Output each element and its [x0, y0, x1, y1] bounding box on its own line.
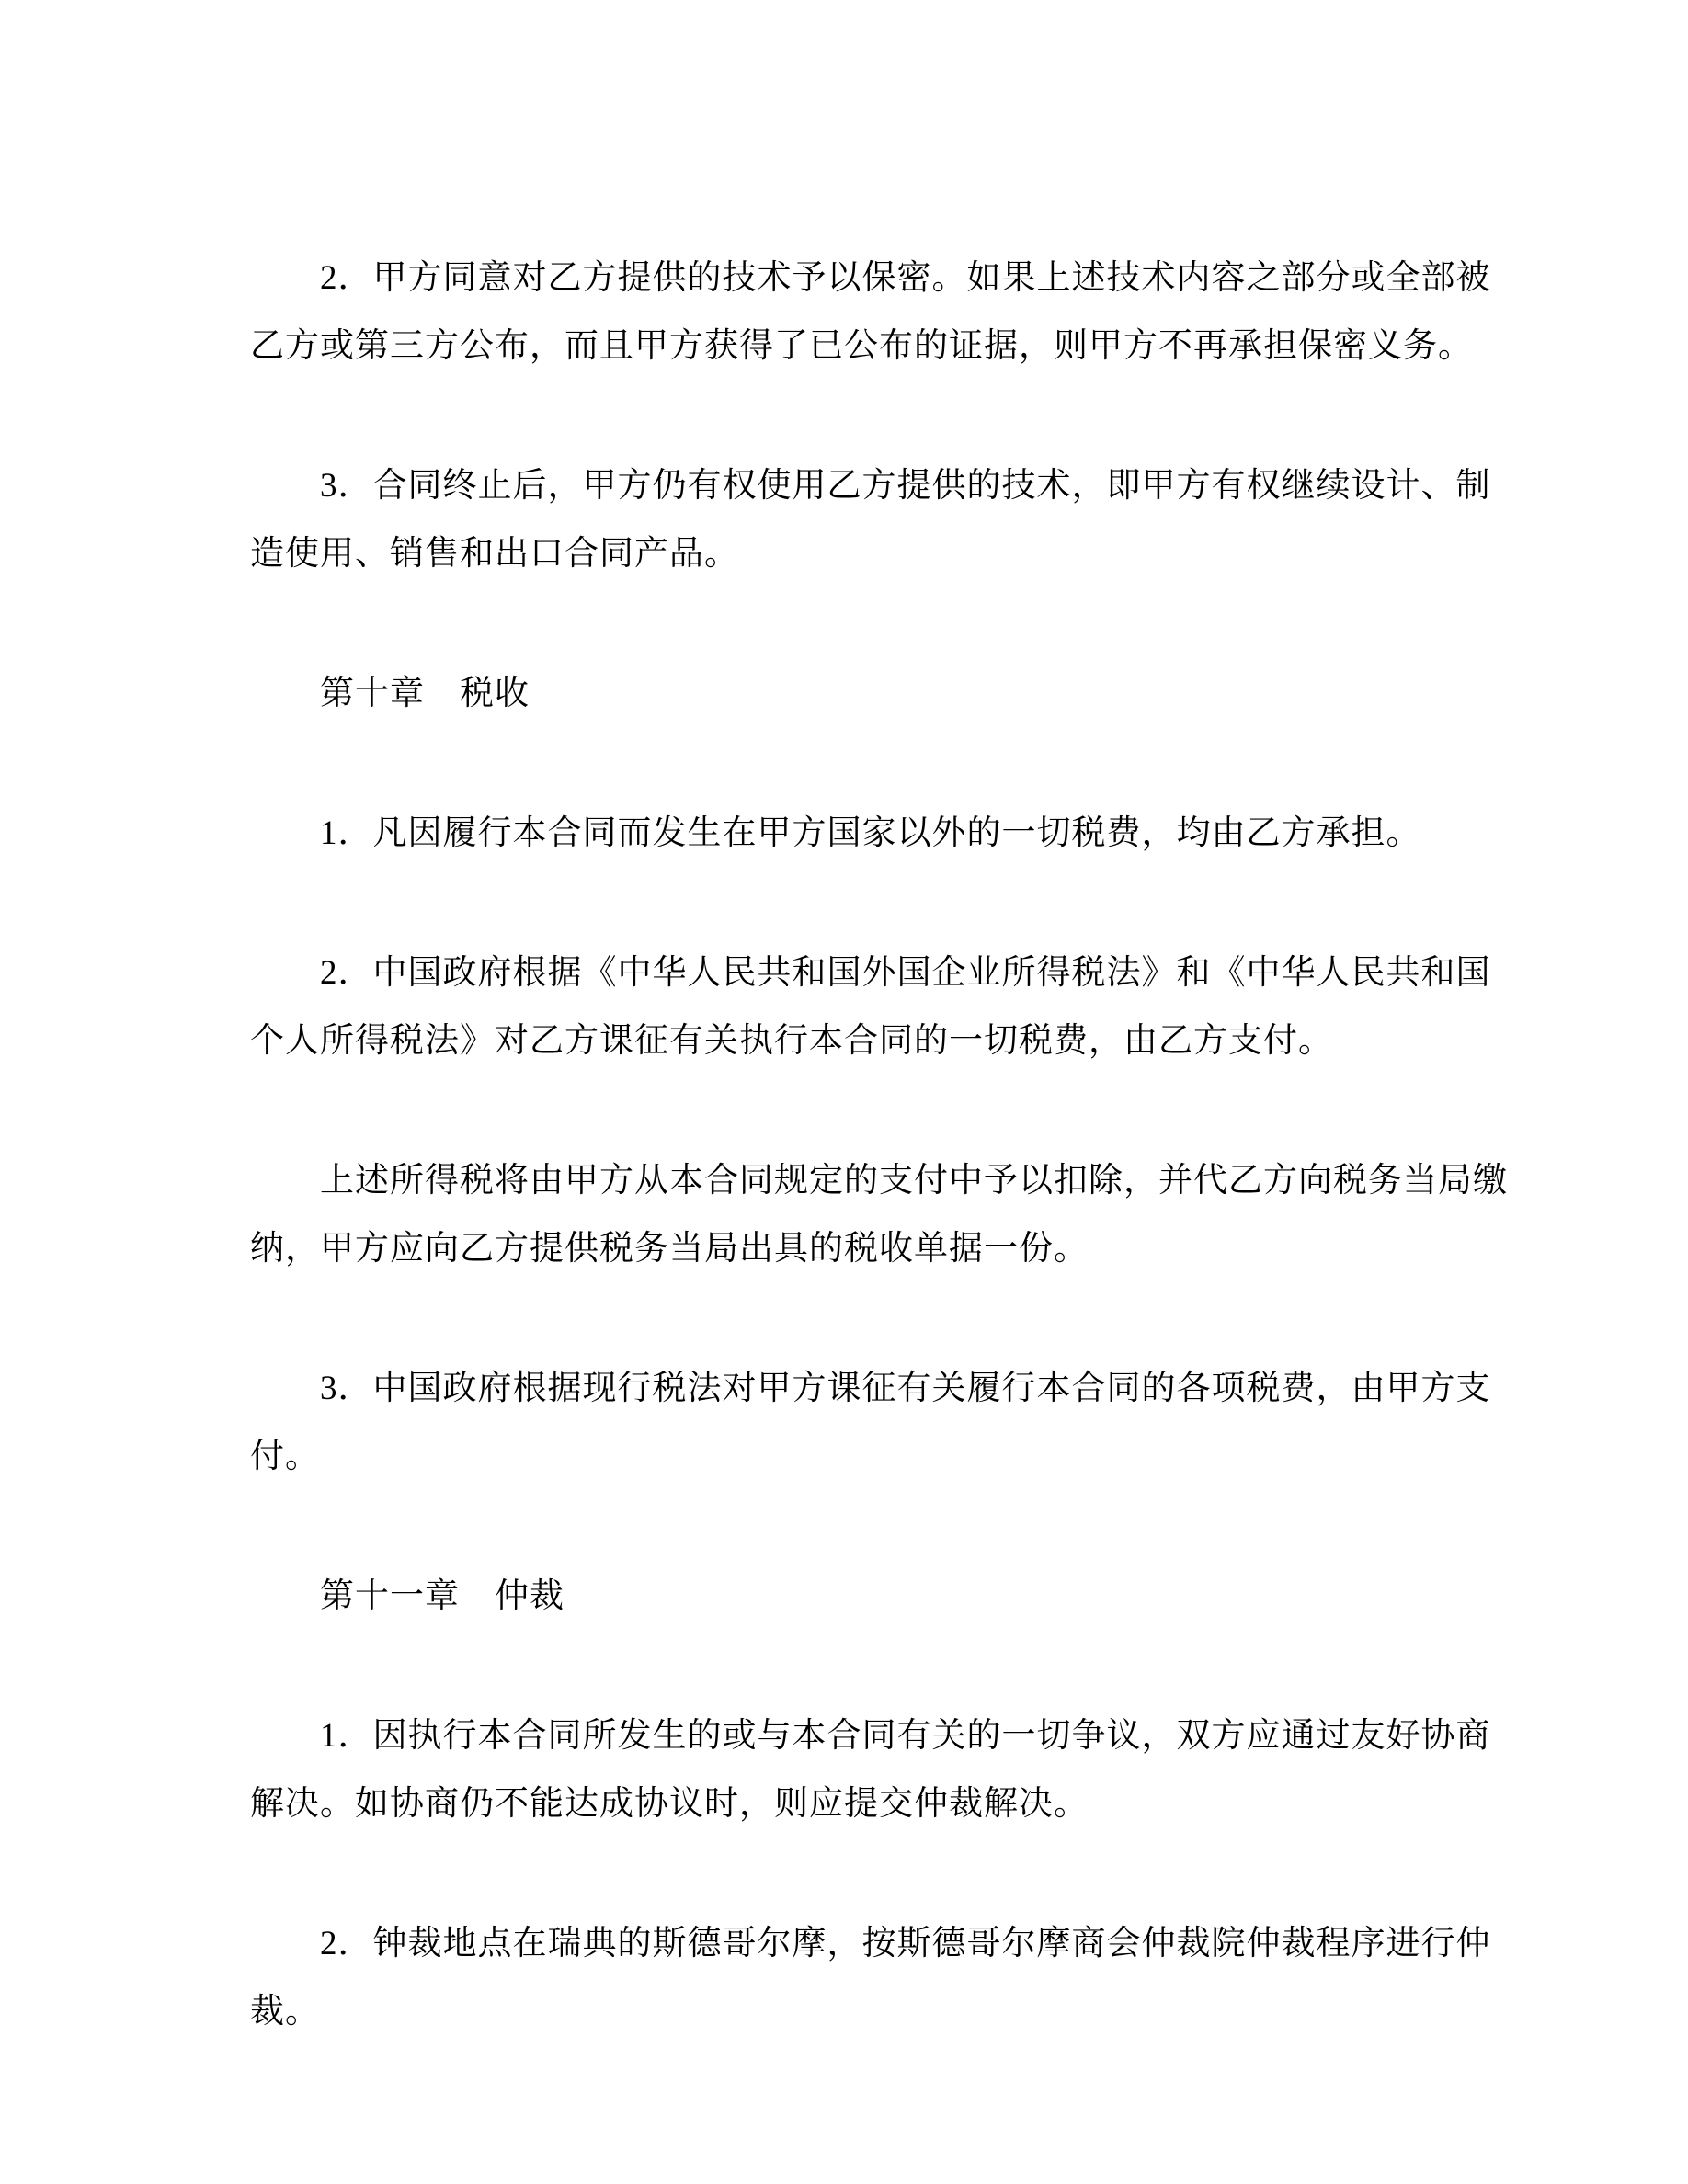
paragraph-line: 1．因执行本合同所发生的或与本合同有关的一切争议，双方应通过友好协商: [320, 1717, 1491, 1755]
paragraph-line: 1．凡因履行本合同而发生在甲方国家以外的一切税费，均由乙方承担。: [320, 814, 1421, 852]
chapter-heading-taxation: [250, 660, 1442, 728]
paragraph-line: 3．合同终止后，甲方仍有权使用乙方提供的技术，即甲方有权继续设计、制: [320, 467, 1491, 505]
paragraph-line: 裁。: [250, 1993, 320, 2030]
paragraph-line: 上述所得税将由甲方从本合同规定的支付中予以扣除，并代乙方向税务当局缴: [320, 1162, 1508, 1200]
paragraph-tax-item-1: [250, 800, 1442, 868]
paragraph-tax-item-3: [250, 1355, 1491, 1491]
paragraph-line: 2．钟裁地点在瑞典的斯德哥尔摩，按斯德哥尔摩商会仲裁院仲裁程序进行仲: [320, 1925, 1491, 1962]
heading-line: 第十章 税收: [320, 675, 530, 712]
paragraph-post-termination-rights: [250, 452, 1491, 588]
paragraph-tax-item-2: [250, 939, 1491, 1075]
paragraph-line: 付。: [250, 1438, 320, 1475]
paragraph-line: 2．甲方同意对乙方提供的技术予以保密。如果上述技术内容之部分或全部被: [320, 259, 1491, 297]
paragraph-tax-withholding: [250, 1147, 1508, 1283]
paragraph-line: 3．中国政府根据现行税法对甲方课征有关履行本合同的各项税费，由甲方支: [320, 1370, 1491, 1407]
paragraph-line: 2．中国政府根据《中华人民共和国外国企业所得税法》和《中华人民共和国: [320, 954, 1491, 992]
paragraph-line: 造使用、销售和出口合同产品。: [250, 535, 739, 573]
paragraph-arbitration-item-1: [250, 1702, 1491, 1838]
paragraph-line: 解决。如协商仍不能达成协议时，则应提交仲裁解决。: [250, 1785, 1089, 1823]
chapter-heading-arbitration: [250, 1563, 1442, 1631]
paragraph-line: 纳，甲方应向乙方提供税务当局出具的税收单据一份。: [250, 1230, 1089, 1268]
heading-line: 第十一章 仲裁: [320, 1577, 565, 1615]
paragraph-line: 乙方或第三方公布，而且甲方获得了已公布的证据，则甲方不再承担保密义务。: [250, 327, 1473, 365]
paragraph-arbitration-item-2: [250, 1910, 1491, 2046]
paragraph-confidentiality: [250, 245, 1491, 381]
paragraph-line: 个人所得税法》对乙方课征有关执行本合同的一切税费，由乙方支付。: [250, 1022, 1333, 1060]
